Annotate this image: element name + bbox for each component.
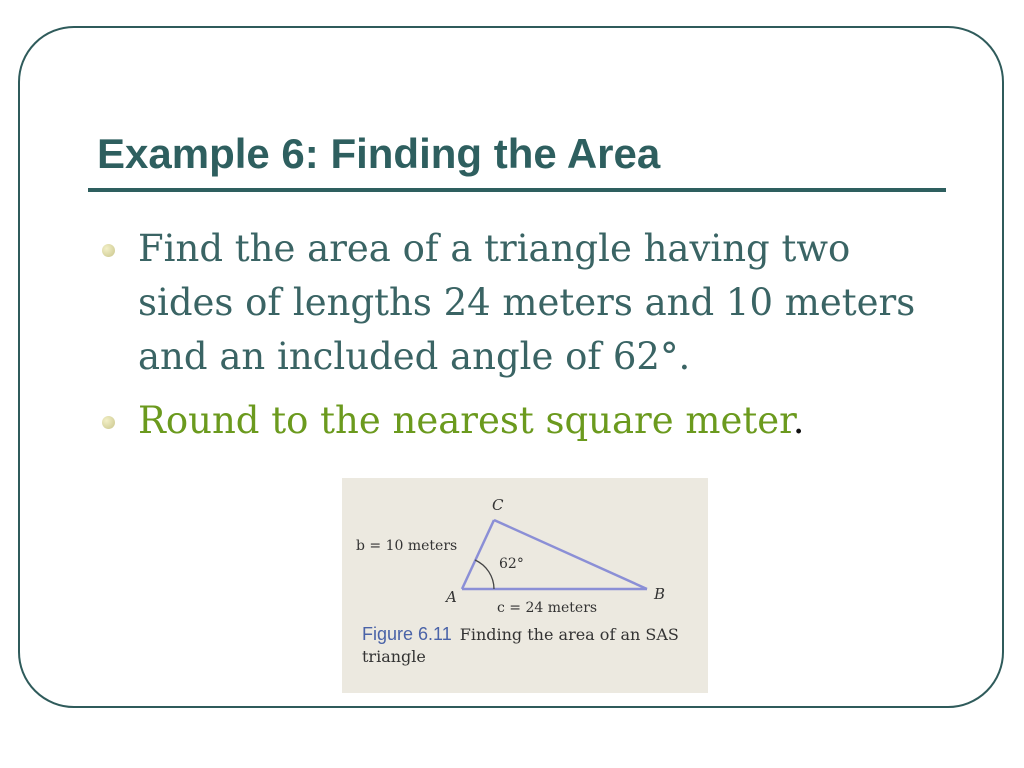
bullet-rounding-text: Round to the nearest square meter xyxy=(138,399,793,442)
bullet-dot-icon xyxy=(102,244,115,257)
bullet-rounding-period: . xyxy=(792,399,805,442)
bullet-dot-icon xyxy=(102,416,115,429)
side-b-label: b = 10 meters xyxy=(356,538,458,554)
bullet-item-rounding xyxy=(96,394,926,448)
vertex-a-label: A xyxy=(446,588,457,606)
figure-caption-text: Finding the area of an SAS triangle xyxy=(362,625,679,666)
figure-caption xyxy=(362,623,702,668)
side-c-label: c = 24 meters xyxy=(497,600,598,616)
side-a-line xyxy=(494,520,647,589)
side-b-line xyxy=(462,520,494,589)
angle-arc xyxy=(475,560,494,589)
bullet-problem-text: Find the area of a triangle having two sides of lengths 24 meters and 10 meters and an included angle of 62°. xyxy=(138,227,916,378)
title-underline xyxy=(88,188,946,192)
triangle-figure xyxy=(342,478,708,693)
figure-number: Figure 6.11 xyxy=(362,624,452,644)
angle-label: 62° xyxy=(499,556,524,572)
bullet-list xyxy=(96,222,926,458)
vertex-c-label: C xyxy=(492,496,504,514)
slide-title: Example 6: Finding the Area xyxy=(97,130,661,177)
bullet-item-problem xyxy=(96,222,926,384)
vertex-b-label: B xyxy=(654,585,666,603)
